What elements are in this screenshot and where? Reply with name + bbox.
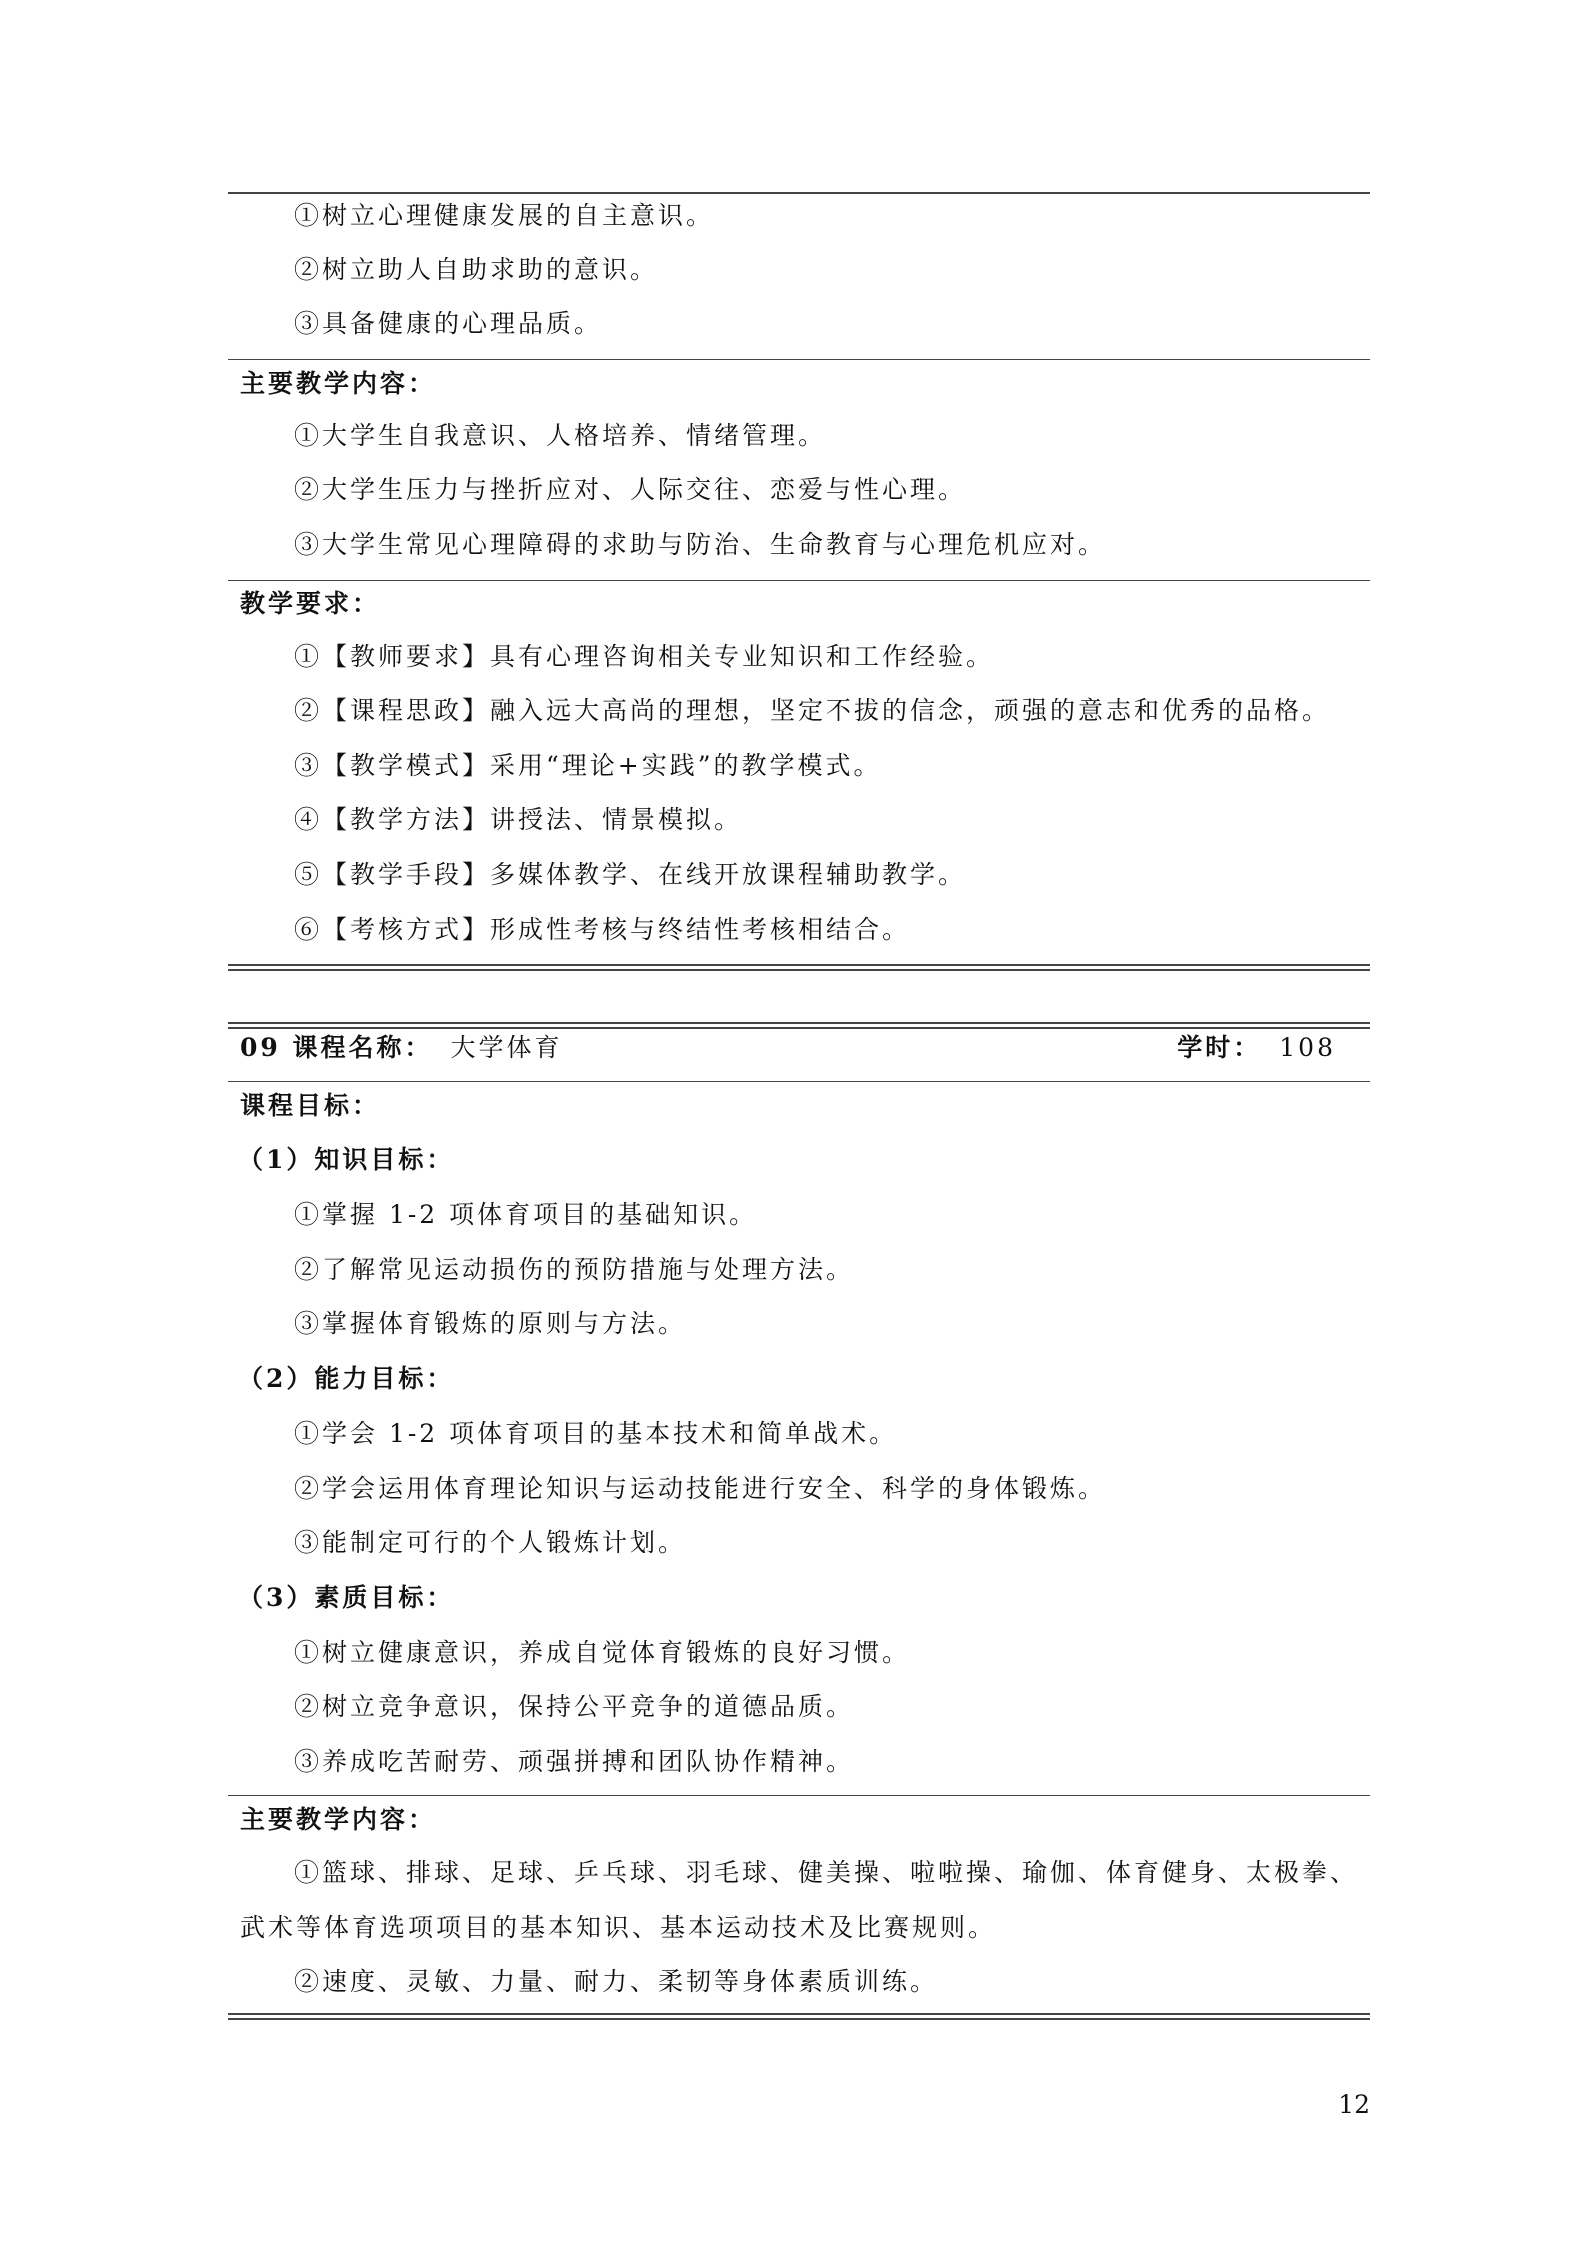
quality-item: ②树立竞争意识，保持公平竞争的道德品质。: [294, 1692, 855, 1721]
table-bottom-rule: [228, 964, 1370, 971]
knowledge-item: ①掌握 1-2 项体育项目的基础知识。: [294, 1200, 758, 1229]
knowledge-header: （1）知识目标：: [238, 1145, 455, 1174]
course-title-row: [228, 1026, 1370, 1070]
section-rule: [228, 359, 1370, 360]
page-number: 12: [1338, 2090, 1370, 2119]
requirement-item: ⑤【教学手段】多媒体教学、在线开放课程辅助教学。: [294, 860, 967, 889]
content-item: ③大学生常见心理障碍的求助与防治、生命教育与心理危机应对。: [294, 530, 1107, 559]
course-name-value: 大学体育: [450, 1033, 563, 1062]
section-rule: [228, 580, 1370, 581]
quality-item: ③养成吃苦耐劳、顽强拼搏和团队协作精神。: [294, 1747, 855, 1776]
hours-value: 108: [1279, 1033, 1336, 1062]
quality-item: ③具备健康的心理品质。: [294, 309, 603, 338]
quality-item: ①树立健康意识，养成自觉体育锻炼的良好习惯。: [294, 1638, 911, 1667]
content-header: 主要教学内容：: [240, 369, 437, 398]
hours-label: 学时：: [1177, 1033, 1262, 1062]
quality-header: （3）素质目标：: [238, 1583, 455, 1612]
content-item: ②大学生压力与挫折应对、人际交往、恋爱与性心理。: [294, 475, 967, 504]
content-item: ②速度、灵敏、力量、耐力、柔韧等身体素质训练。: [294, 1967, 939, 1996]
quality-item: ①树立心理健康发展的自主意识。: [294, 201, 715, 230]
content-item: ①篮球、排球、足球、乒乓球、羽毛球、健美操、啦啦操、瑜伽、体育健身、太极拳、: [294, 1858, 1359, 1887]
knowledge-item: ②了解常见运动损伤的预防措施与处理方法。: [294, 1255, 855, 1284]
ability-item: ③能制定可行的个人锻炼计划。: [294, 1528, 687, 1557]
requirements-header: 教学要求：: [240, 589, 381, 618]
quality-item: ②树立助人自助求助的意识。: [294, 255, 659, 284]
requirement-item: ③【教学模式】采用“理论+实践”的教学模式。: [294, 751, 882, 780]
ability-item: ②学会运用体育理论知识与运动技能进行安全、科学的身体锻炼。: [294, 1474, 1107, 1503]
requirement-item: ④【教学方法】讲授法、情景模拟。: [294, 805, 743, 834]
requirement-item: ⑥【考核方式】形成性考核与终结性考核相结合。: [294, 915, 911, 944]
ability-item: ①学会 1-2 项体育项目的基本技术和简单战术。: [294, 1419, 898, 1448]
knowledge-item: ③掌握体育锻炼的原则与方法。: [294, 1309, 687, 1338]
course-name: [240, 1026, 563, 1070]
content-header: 主要教学内容：: [240, 1805, 437, 1834]
content-item: ①大学生自我意识、人格培养、情绪管理。: [294, 421, 827, 450]
course-name-label: 09 课程名称：: [240, 1033, 433, 1062]
ability-header: （2）能力目标：: [238, 1364, 455, 1393]
goals-header: 课程目标：: [240, 1091, 381, 1120]
table-bottom-rule: [228, 2013, 1370, 2020]
course-hours: [1177, 1026, 1336, 1070]
requirement-item: ①【教师要求】具有心理咨询相关专业知识和工作经验。: [294, 642, 995, 671]
content-item-continued: 武术等体育选项项目的基本知识、基本运动技术及比赛规则。: [240, 1913, 997, 1942]
section-rule: [228, 1081, 1370, 1082]
requirement-item: ②【课程思政】融入远大高尚的理想，坚定不拔的信念，顽强的意志和优秀的品格。: [294, 696, 1331, 725]
section-rule: [228, 1795, 1370, 1796]
